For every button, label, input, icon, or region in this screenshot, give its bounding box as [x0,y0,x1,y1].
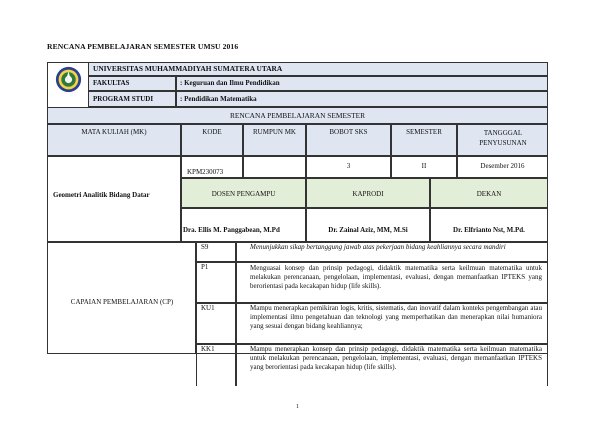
cp-code-kk1: KK1 [201,345,215,353]
header-rumpun: RUMPUN MK [253,128,296,136]
dekan-name: Dr. Elfrianto Nst, M.Pd. [453,226,525,234]
dosen-label: DOSEN PENGAMPU [211,190,276,198]
course-sks: 3 [346,162,351,170]
divider [47,353,196,354]
dosen-name-cell [181,208,306,242]
program-label: PROGRAM STUDI [93,95,154,103]
page-number: 1 [296,404,299,410]
dosen-name: Dra. Ellis M. Panggabean, M.Pd [183,226,280,234]
cp-text-p1: Menguasai konsep dan prinsip pedagogi, didaktik matematika serta keilmuan matematika untuk melakukan perencanaan, pengelolaan, implementasi, evaluasi, dengan memanfaatkan IPTEKS yang berorientasi pada kecakapan hidup (life skills). [250,264,542,290]
program-value: : Pendidikan Matematika [180,95,257,103]
dekan-label: DEKAN [476,190,502,198]
cp-code-p1: P1 [201,263,209,271]
cp-text-kk1: Mampu menerapkan konsep dan prinsip pedagogi, didaktik matematika serta keilmuan matematika untuk melakukan perencanaan, pengelolaan, implementasi, evaluasi, dengan memanfaatkan IPTEKS yang berorientasi pada kecakapan hidup (life skills). [250,345,542,371]
cp-label: CAPAIAN PEMBELAJARAN (CP) [70,298,174,306]
faculty-label: FAKULTAS [93,79,130,87]
course-date: Desember 2016 [480,162,525,170]
kaprodi-name: Dr. Zainal Aziz, MM, M.Si [328,226,408,234]
course-semester: II [421,162,427,170]
course-code: KPM230073 [187,168,224,176]
document-title: RENCANA PEMBELAJARAN SEMESTER UMSU 2016 [47,42,239,51]
section-title: RENCANA PEMBELAJARAN SEMESTER [229,111,366,120]
cp-code-ku1: KU1 [201,304,215,312]
dekan-name-cell [430,208,548,242]
header-kode: KODE [202,128,222,136]
header-sks: BOBOT SKS [329,128,368,136]
kaprodi-label: KAPRODI [352,190,384,198]
header-date: TANGGGAL PENYUSUNAN [479,129,527,147]
course-name: Geometri Analitik Bidang Datar [53,191,150,199]
university-name: UNIVERSITAS MUHAMMADIYAH SUMATERA UTARA [93,64,283,73]
cp-text-s9: Menunjukkan sikap bertanggung jawab atas pekerjaan bidang keahliannya secara mandiri [250,243,506,251]
university-logo-icon [55,66,82,93]
faculty-value: : Keguruan dan Ilmu Pendidikan [180,79,280,87]
kaprodi-name-cell [306,208,430,242]
course-rumpun-cell [243,156,306,178]
header-semester: SEMESTER [406,128,442,136]
cp-code-s9: S9 [201,243,209,251]
cp-text-ku1: Mampu menerapkan pemikiran logis, kritis, sistematis, dan inovatif dalam konteks pengembangan atau implementasi ilmu pengetahuan dan teknologi yang memperhatikan dan menerapkan nilai humaniora yang sesuai dengan bidang keahliannya; [250,304,542,330]
header-mk: MATA KULIAH (MK) [81,128,147,136]
